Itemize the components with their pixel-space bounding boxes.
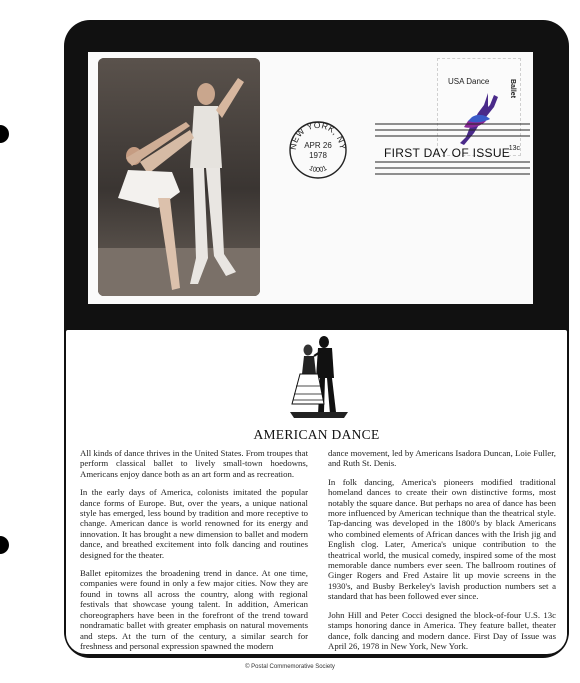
svg-text:10001 <box>308 165 328 174</box>
text-column-right <box>328 448 556 659</box>
binder-hole-bottom <box>0 536 9 554</box>
postmark <box>288 120 348 180</box>
copyright-notice: © Postal Commemorative Society <box>245 664 335 670</box>
stamp-country-label: USA Dance <box>448 77 490 86</box>
postmark-zip: 10001 <box>307 164 329 174</box>
page-title: AMERICAN DANCE <box>253 427 380 442</box>
postmark-date: APR 26 <box>304 141 332 150</box>
paragraph: In folk dancing, America's pioneers modified traditional homeland dances to create their own distinctive forms, most notably the square dance. But perhaps no area of dance has been more influenced by American technique than the theatrical style. Tap-dancing was developed in the 1800's by black Americans who combined elements of African dances with the Irish jig and English clog. Later, America's unique contribution to the theatrical world, the musical comedy, inspired some of the most memorable dance numbers ever seen. The ballroom routines of Ginger Rogers and Fred Astaire lit up movie screens in the 1930's, and Busby Berkeley's lavish production numbers set a standard that has been followed ever since. <box>328 476 556 602</box>
paragraph: John Hill and Peter Cocci designed the block-of-four U.S. 13c stamps honoring dance in America. They feature ballet, theater dance, folk dancing and modern dance. First Day of Issue was April 26, 1978 in New York, New York. <box>328 609 556 651</box>
postmark-year: 1978 <box>309 151 327 160</box>
text-column-left <box>80 448 308 659</box>
paragraph: All kinds of dance thrives in the United States. From troupes that perform classical ballet to lively small-town hoedowns, Americans enjoy dance both as an art form and as recreation. <box>80 448 308 479</box>
postmark-city: NEW YORK, NY <box>288 120 348 151</box>
binder-hole-top <box>0 125 9 143</box>
paragraph: dance movement, led by Americans Isadora Duncan, Loie Fuller, and Ruth St. Denis. <box>328 448 556 469</box>
dancing-couple-vignette <box>290 334 348 420</box>
paragraph: In the early days of America, colonists imitated the popular dance forms of Europe. But, over the years, a unique national style has emerged, less bound by tradition and more receptive to change. American dance is world renowned for its energy and innovation. It has brought a new dimension to ballet and modern dance, and breathed excitement into folk dancing and routines designed for the theater. <box>80 487 308 560</box>
first-day-of-issue-cancel: FIRST DAY OF ISSUE <box>384 146 511 160</box>
stamp-denomination: 13c <box>508 145 520 152</box>
ballet-dancers-photo <box>98 58 260 296</box>
stamp-side-label: Ballet <box>508 78 516 99</box>
paragraph: Ballet epitomizes the broadening trend in dance. At one time, companies were found in only a few major cities. Now they are found in towns all across the country, along with regional festivals that showcase young talent. In addition, American choreographers have been in the forefront of the trend toward nondramatic ballet with greater emphasis on natural movements and steps. At the turn of the century, a similar search for freshness and personal expression spawned the modern <box>80 568 308 651</box>
